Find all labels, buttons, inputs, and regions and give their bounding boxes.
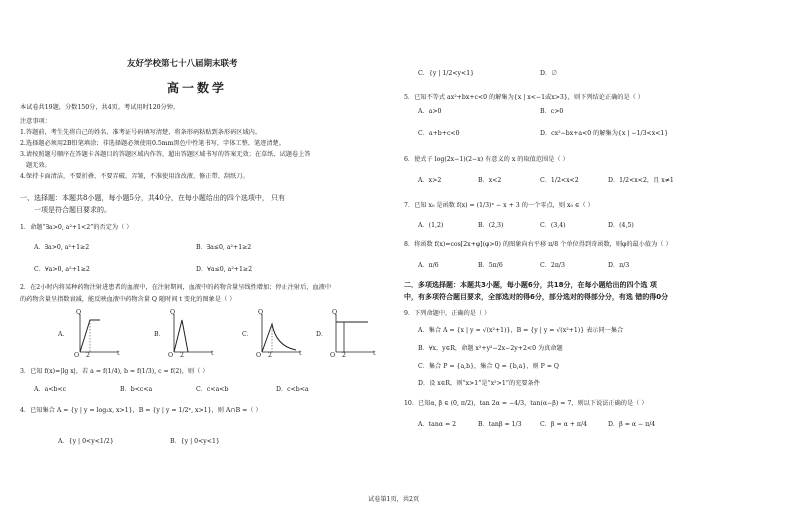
q2-axis-q-a: Q — [76, 309, 82, 316]
q10-option-c[interactable]: C．β = α + π/4 — [540, 421, 588, 428]
q1-stem: 1．命题“∃a>0, a²+1<2”的否定为（ ） — [20, 224, 133, 231]
note-3-cont: 题无效。 — [26, 162, 51, 169]
q2-stem-line2: 的药物含量呈指数衰减，能反映血液中药物含量 Q 随时间 t 变化的图象是（ ） — [20, 296, 236, 303]
q2-option-c-label[interactable]: C． — [242, 331, 253, 338]
notes-title: 注意事项： — [20, 118, 51, 125]
school-title: 友好学校第七十八届期末联考 — [127, 59, 238, 69]
q3-option-b[interactable]: B．b<c<a — [120, 386, 153, 393]
q7-option-b[interactable]: B．(2,3) — [478, 222, 504, 229]
page-title: 高一数学 — [167, 81, 228, 95]
note-4: 4.保持卡面清洁，不要折叠、不要弄破、弄皱，不准使用涂改液、修正带、刮纸刀。 — [20, 173, 249, 180]
q3-option-a[interactable]: A．a<b<c — [34, 386, 67, 393]
q6-option-b[interactable]: B．x<2 — [478, 177, 502, 184]
q7-option-a[interactable]: A．(1,2) — [418, 222, 444, 229]
q9-option-c[interactable]: C．集合 P = {a,b}，集合 Q = {b,a}，则 P = Q — [418, 363, 559, 370]
q5-option-a[interactable]: A．a>0 — [418, 108, 442, 115]
q2-origin-a: O — [74, 352, 80, 359]
q3-option-c[interactable]: C．c<a<b — [196, 386, 229, 393]
q6-stem: 6．使式子 log(2x−1)(2−x) 有意义的 x 的取值范围是（ ） — [404, 156, 569, 163]
q2-axis-t-b: t — [211, 350, 214, 357]
q2-tick-a: 2 — [86, 352, 90, 359]
q8-option-a[interactable]: A．π/6 — [418, 262, 439, 269]
q2-axis-q-c: Q — [258, 309, 264, 316]
note-1: 1.答题前，考生先将自己的姓名、准考证号码填写清楚，将条形码粘贴到条形码区域内。 — [20, 129, 262, 136]
q10-option-b[interactable]: B．tanβ = 1/3 — [478, 421, 522, 428]
q3-option-d[interactable]: D．c<b<a — [276, 386, 309, 393]
q6-option-d[interactable]: D．1/2<x<2，且 x≠1 — [608, 177, 674, 184]
q4-stem: 4．已知集合 A = {y | y = log₂x, x>1}，B = {y | y = 1/2ˣ, x>1}，则 A∩B =（ ） — [20, 407, 262, 414]
q5-option-b[interactable]: B．c>0 — [540, 108, 564, 115]
q10-option-a[interactable]: A．tanα = 2 — [418, 421, 457, 428]
note-3: 3.请按照题号顺序在答题卡各题目的答题区域内作答，超出答题区域书写的答案无效；在草纸、试题卷上答 — [20, 151, 311, 158]
q1-option-a[interactable]: A．∃a>0, a²+1≥2 — [34, 244, 90, 251]
q3-stem: 3．已知 f(x)=|lg x|，若 a = f(1/4), b = f(1/3), c = f(2)，则（ ） — [20, 368, 209, 375]
q9-option-d[interactable]: D．设 x∈R，则“x>1”是“x²>1”的充要条件 — [418, 380, 540, 387]
q4-option-c[interactable]: C．{y | 1/2<y<1} — [418, 70, 475, 77]
q1-option-b[interactable]: B．∃a≤0, a²+1≥2 — [196, 244, 252, 251]
q2-option-a-label[interactable]: A． — [58, 331, 69, 338]
q7-option-c[interactable]: C．(3,4) — [540, 222, 566, 229]
q4-option-a[interactable]: A．{y | 0<y<1/2} — [58, 438, 114, 445]
q2-tick-c: 2 — [268, 352, 272, 359]
q10-stem: 10．已知α, β ∈ (0, π/2)，tan 2α = −4/3，tan(α−β) = 7，则以下说法正确的是（ ） — [404, 400, 648, 407]
q2-axis-q-b: Q — [170, 309, 176, 316]
note-2: 2.选择题必须用2B铅笔填涂；非选择题必须使用0.5mm黑色中性笔书写，字体工整、笔迹清楚。 — [20, 140, 285, 147]
q5-option-d[interactable]: D．cx²−bx+a<0 的解集为{x | −1/3<x<1} — [540, 130, 669, 137]
section2-heading-cont: 中，有多项符合题目要求，全部选对的得6分，部分选对的得部分分，有选 错的得0分 — [404, 293, 669, 301]
q2-option-d-label[interactable]: D． — [316, 331, 328, 338]
q2-tick-b: 2 — [180, 352, 184, 359]
q8-option-c[interactable]: C．2π/3 — [540, 262, 565, 269]
q2-stem-line1: 2．在2小时内将某种药物注射进患者的血液中，在注射期间，血液中的药物含量呈线性增加；停止注射后，血液中 — [20, 284, 332, 291]
q7-stem: 7．已知 x₀ 是函数 f(x) = (1/3)ˣ − x + 3 的一个零点，则 x₀ ∈（ ） — [404, 202, 594, 209]
q2-origin-c: O — [256, 352, 262, 359]
q8-option-d[interactable]: D．π/3 — [608, 262, 630, 269]
q7-option-d[interactable]: D．(4,5) — [608, 222, 634, 229]
exam-intro: 本试卷共19题，分数150分，共4页。考试用时120分钟。 — [20, 104, 180, 111]
q4-option-d[interactable]: D．∅ — [540, 70, 558, 77]
q2-option-b-label[interactable]: B． — [154, 331, 165, 338]
q1-option-c[interactable]: C．∀a>0, a²+1≥2 — [34, 266, 90, 273]
q4-option-b[interactable]: B．{y | 0<y<1} — [170, 438, 220, 445]
q2-axis-t-c: t — [299, 350, 302, 357]
q2-axis-t-a: t — [117, 350, 120, 357]
section1-heading: 一、选择题：本题共8小题，每小题5分，共40分，在每小题给出的四个选项中， 只有 — [20, 194, 286, 202]
q9-stem: 9．下列命题中，正确的是（ ） — [404, 310, 491, 317]
q2-axis-q-d: Q — [332, 309, 338, 316]
q2-axis-t-d: t — [373, 350, 376, 357]
q2-tick-d: 2 — [342, 352, 346, 359]
q9-option-b[interactable]: B．∀x，y∈R，命题 x²+y²−2x−2y+2<0 为真命题 — [418, 345, 563, 352]
q8-stem: 8．将函数 f(x)=cos[2x+φ](φ>0) 的图象向右平移 π/8 个单位得到奇函数，则φ的最小值为（ ） — [404, 241, 672, 248]
section2-heading: 二．多项选择题：本题共3小题，每小题6分，共18分，在每小题给出的四个选 项 — [404, 281, 657, 289]
q10-option-d[interactable]: D．β = α − π/4 — [608, 421, 656, 428]
q5-stem: 5．已知不等式 ax²+bx+c<0 的解集为{x | x<−1或x>3}，则下列结论正确的是（ ） — [404, 94, 644, 101]
q2-origin-d: O — [330, 352, 336, 359]
q1-option-d[interactable]: D．∀a≤0, a²+1≥2 — [196, 266, 253, 273]
q8-option-b[interactable]: B．5π/6 — [478, 262, 503, 269]
q5-option-c[interactable]: C．a+b+c<0 — [418, 130, 460, 137]
section1-heading-cont: 一项是符合题目要求的。 — [34, 206, 111, 214]
page-footer: 试卷第1页，共2页 — [368, 496, 420, 503]
q9-option-a[interactable]: A．集合 A = {x | y = √(x²+1)}，B = {y | y = √(x²+1)} 表示同一集合 — [418, 327, 624, 334]
q6-option-a[interactable]: A．x>2 — [418, 177, 442, 184]
q2-origin-b: O — [168, 352, 174, 359]
q6-option-c[interactable]: C．1/2<x<2 — [540, 177, 579, 184]
